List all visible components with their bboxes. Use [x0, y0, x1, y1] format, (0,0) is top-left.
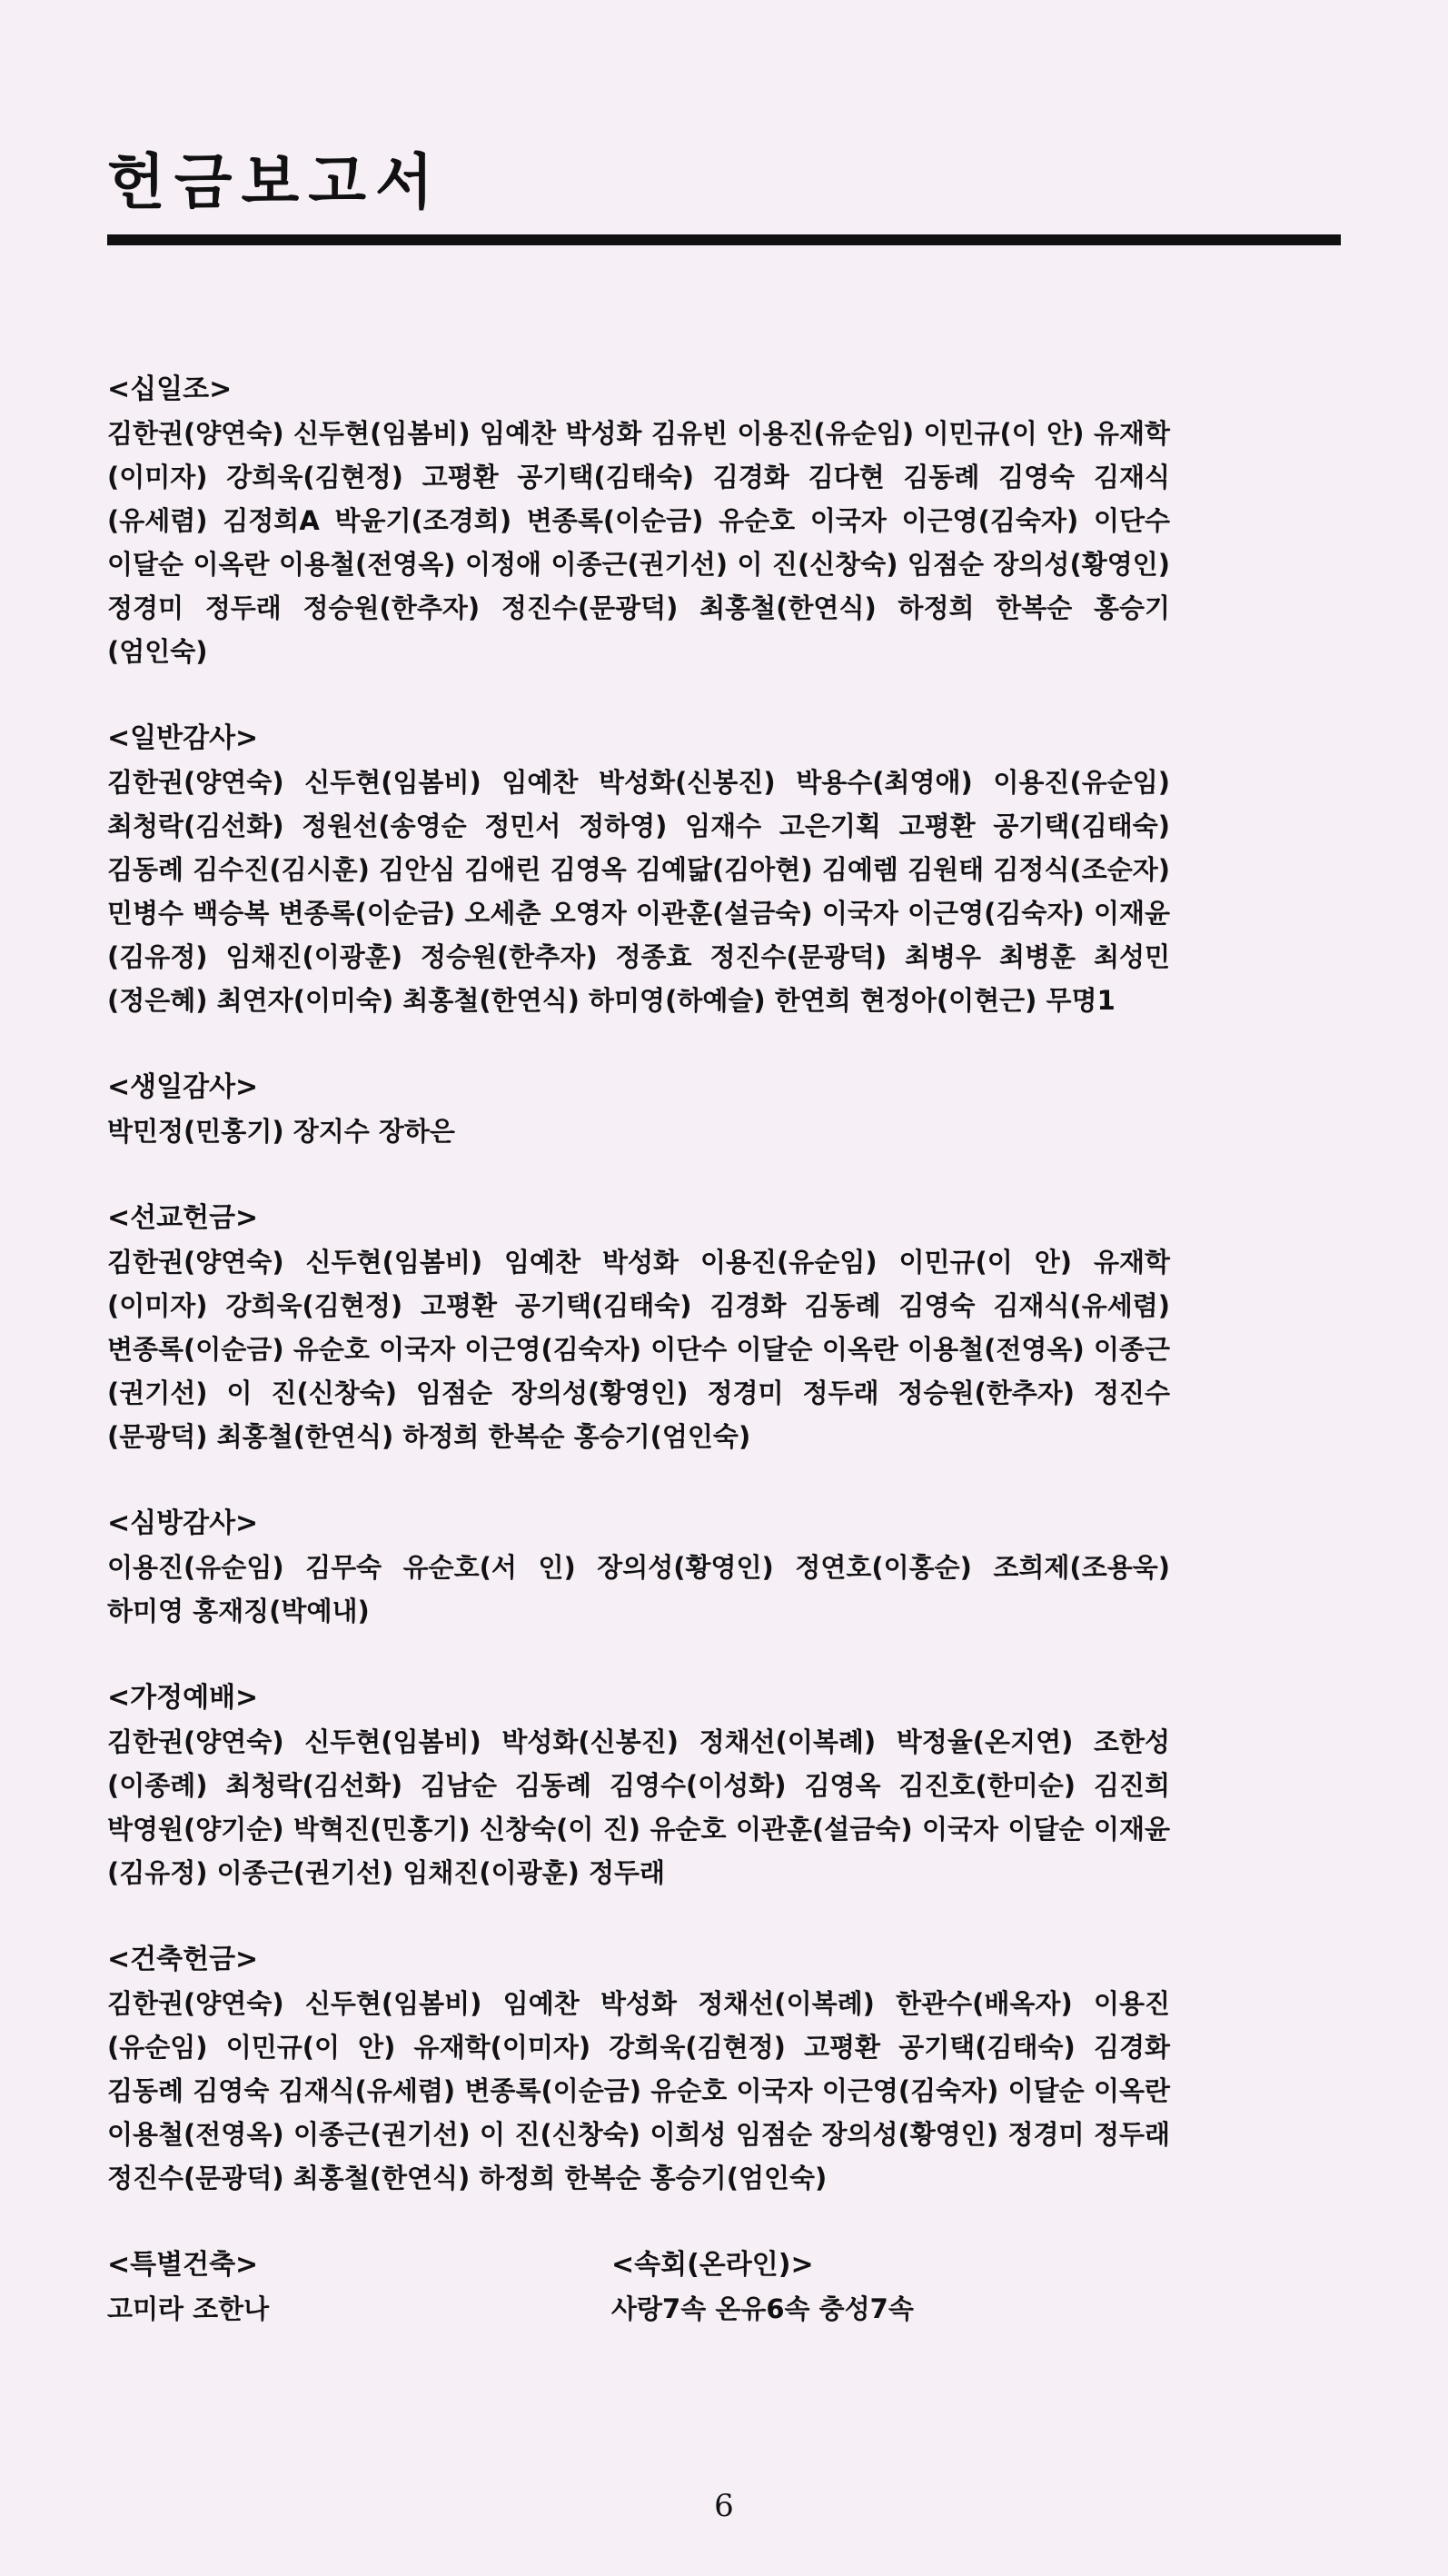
title-divider	[107, 234, 1341, 245]
page-title: 헌금보고서	[107, 147, 442, 217]
donor-list: 김한권(양연숙) 신두현(임봄비) 임예찬 박성화 이용진(유순임) 이민규(이 안) 유재학(이미자) 강희욱(김현정) 고평환 공기택(김태숙) 김경화 김동례 김영숙 김재식(유세렴) 변종록(이순금) 유순호 이국자 이근영(김숙자) 이단수 이달순 이옥란 이용철(전영옥) 이종근(권기선) 이 진(신창숙) 임점순 장의성(황영인) 정경미 정두래 정승원(한추자) 정진수(문광덕) 최홍철(한연식) 하정희 한복순 홍승기(엄인숙)	[107, 1247, 1170, 1452]
donor-list: 이용진(유순임) 김무숙 유순호(서 인) 장의성(황영인) 정연호(이홍순) 조희제(조용욱) 하미영 홍재징(박예내)	[107, 1552, 1170, 1626]
section-tithe	[107, 368, 1170, 673]
report-content	[107, 368, 1170, 2331]
section-title: <특별건축>	[107, 2249, 259, 2281]
bottom-sections	[107, 2243, 1170, 2331]
section-title: <일반감사>	[107, 722, 259, 754]
donor-list: 박민정(민홍기) 장지수 장하은	[107, 1116, 455, 1147]
section-title: <선교헌금>	[107, 1202, 259, 1234]
donor-list: 김한권(양연숙) 신두현(임봄비) 임예찬 박성화 김유빈 이용진(유순임) 이민규(이 안) 유재학(이미자) 강희욱(김현정) 고평환 공기택(김태숙) 김경화 김다현 김동례 김영숙 김재식(유세렴) 김정희A 박윤기(조경희) 변종록(이순금) 유순호 이국자 이근영(김숙자) 이단수 이달순 이옥란 이용철(전영옥) 이정애 이종근(권기선) 이 진(신창숙) 임점순 장의성(황영인) 정경미 정두래 정승원(한추자) 정진수(문광덕) 최홍철(한연식) 하정희 한복순 홍승기(엄인숙)	[107, 418, 1170, 667]
section-title: <생일감사>	[107, 1071, 259, 1103]
donor-list: 김한권(양연숙) 신두현(임봄비) 임예찬 박성화(신봉진) 박용수(최영애) 이용진(유순임) 최청락(김선화) 정원선(송영순 정민서 정하영) 임재수 고은기획 고평환 공기택(김태숙) 김동례 김수진(김시훈) 김안심 김애린 김영옥 김예닮(김아현) 김예렘 김원태 김정식(조순자) 민병수 백승복 변종록(이순금) 오세춘 오영자 이관훈(설금숙) 이국자 이근영(김숙자) 이재윤(김유정) 임채진(이광훈) 정승원(한추자) 정종효 정진수(문광덕) 최병우 최병훈 최성민(정은혜) 최연자(이미숙) 최홍철(한연식) 하미영(하예슬) 한연희 현정아(이현근) 무명1	[107, 767, 1170, 1016]
section-cell-group-online	[611, 2243, 1120, 2331]
section-title: <심방감사>	[107, 1507, 259, 1539]
donor-list: 김한권(양연숙) 신두현(임봄비) 임예찬 박성화 정채선(이복례) 한관수(배옥자) 이용진(유순임) 이민규(이 안) 유재학(이미자) 강희욱(김현정) 고평환 공기택(김태숙) 김경화 김동례 김영숙 김재식(유세렴) 변종록(이순금) 유순호 이국자 이근영(김숙자) 이달순 이옥란 이용철(전영옥) 이종근(권기선) 이 진(신창숙) 이희성 임점순 장의성(황영인) 정경미 정두래 정진수(문광덕) 최홍철(한연식) 하정희 한복순 홍승기(엄인숙)	[107, 1988, 1170, 2193]
section-mission-offering	[107, 1197, 1170, 1458]
section-visitation-thanks	[107, 1502, 1170, 1633]
section-title: <속회(온라인)>	[611, 2249, 814, 2281]
page-number: 6	[714, 2488, 734, 2524]
donor-list: 김한권(양연숙) 신두현(임봄비) 박성화(신봉진) 정채선(이복례) 박정율(온지연) 조한성(이종례) 최청락(김선화) 김남순 김동례 김영수(이성화) 김영옥 김진호(한미순) 김진희 박영원(양기순) 박혁진(민홍기) 신창숙(이 진) 유순호 이관훈(설금숙) 이국자 이달순 이재윤(김유정) 이종근(권기선) 임채진(이광훈) 정두래	[107, 1726, 1170, 1888]
section-title: <가정예배>	[107, 1682, 259, 1714]
donor-list: 고미라 조한나	[107, 2293, 270, 2324]
section-birthday-thanks	[107, 1066, 1170, 1153]
section-title: <십일조>	[107, 373, 233, 405]
section-family-worship	[107, 1676, 1170, 1895]
donor-list: 사랑7속 온유6속 충성7속	[611, 2293, 914, 2324]
section-general-thanks	[107, 717, 1170, 1022]
section-building-offering	[107, 1938, 1170, 2200]
section-special-building	[107, 2243, 611, 2331]
section-title: <건축헌금>	[107, 1944, 259, 1975]
